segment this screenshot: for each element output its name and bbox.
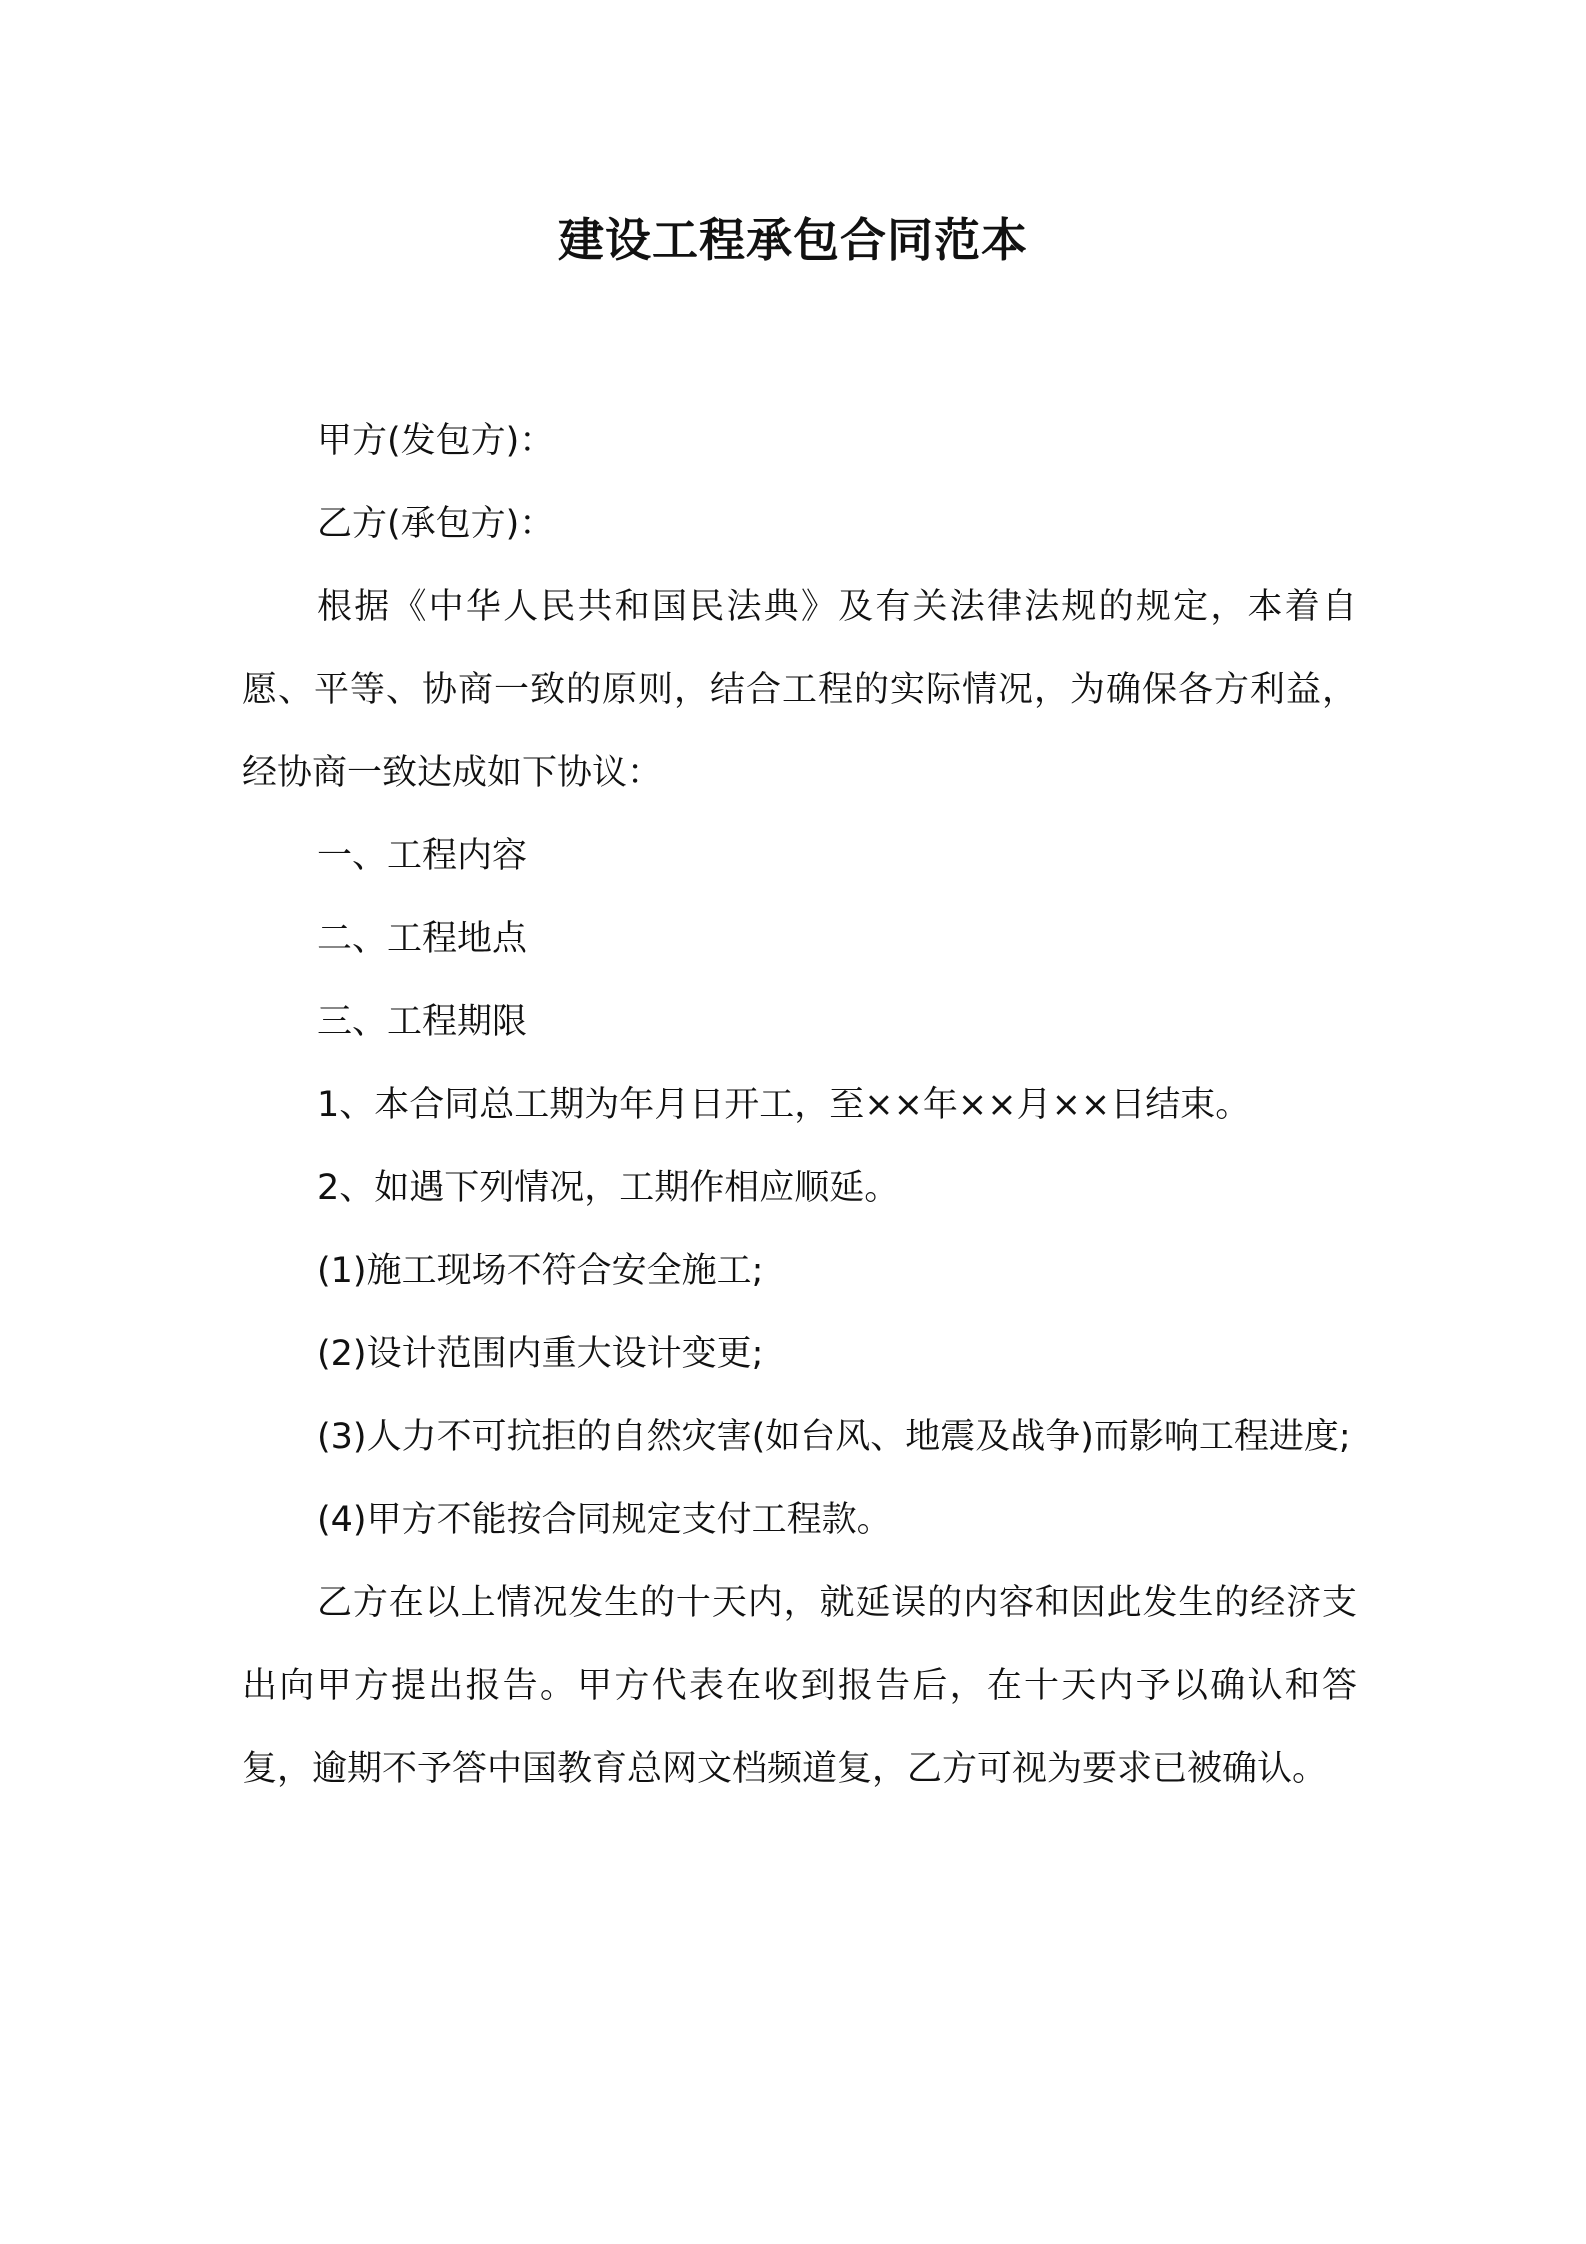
clause-2: 2、如遇下列情况，工期作相应顺延。: [317, 1168, 900, 1208]
delay-report-paragraph: 乙方在以上情况发生的十天内，就延误的内容和因此发生的经济支出向甲方提出报告。甲方代表在收到报告后，在十天内予以确认和答复，逾期不予答中国教育总网文档频道复，乙方可视为要求已被确认。: [242, 1583, 1357, 1789]
sub-clause-1: (1)施工现场不符合安全施工;: [317, 1251, 764, 1291]
sub-clause-2: (2)设计范围内重大设计变更;: [317, 1334, 764, 1374]
section-heading-term: 三、工程期限: [317, 1002, 528, 1042]
party-b-line: 乙方(承包方)：: [317, 504, 555, 544]
section-heading-content: 一、工程内容: [317, 836, 528, 876]
clause-1: 1、本合同总工期为年月日开工，至××年××月××日结束。: [317, 1085, 1251, 1125]
sub-clause-3: (3)人力不可抗拒的自然灾害(如台风、地震及战争)而影响工程进度;: [317, 1417, 1351, 1457]
party-a-line: 甲方(发包方)：: [317, 421, 555, 461]
document-body: [242, 400, 1357, 1811]
document-title: 建设工程承包合同范本: [558, 213, 1028, 267]
section-heading-location: 二、工程地点: [317, 919, 528, 959]
preamble-paragraph: 根据《中华人民共和国民法典》及有关法律法规的规定，本着自愿、平等、协商一致的原则，结合工程的实际情况，为确保各方利益，经协商一致达成如下协议：: [242, 587, 1357, 793]
sub-clause-4: (4)甲方不能按合同规定支付工程款。: [317, 1500, 892, 1540]
